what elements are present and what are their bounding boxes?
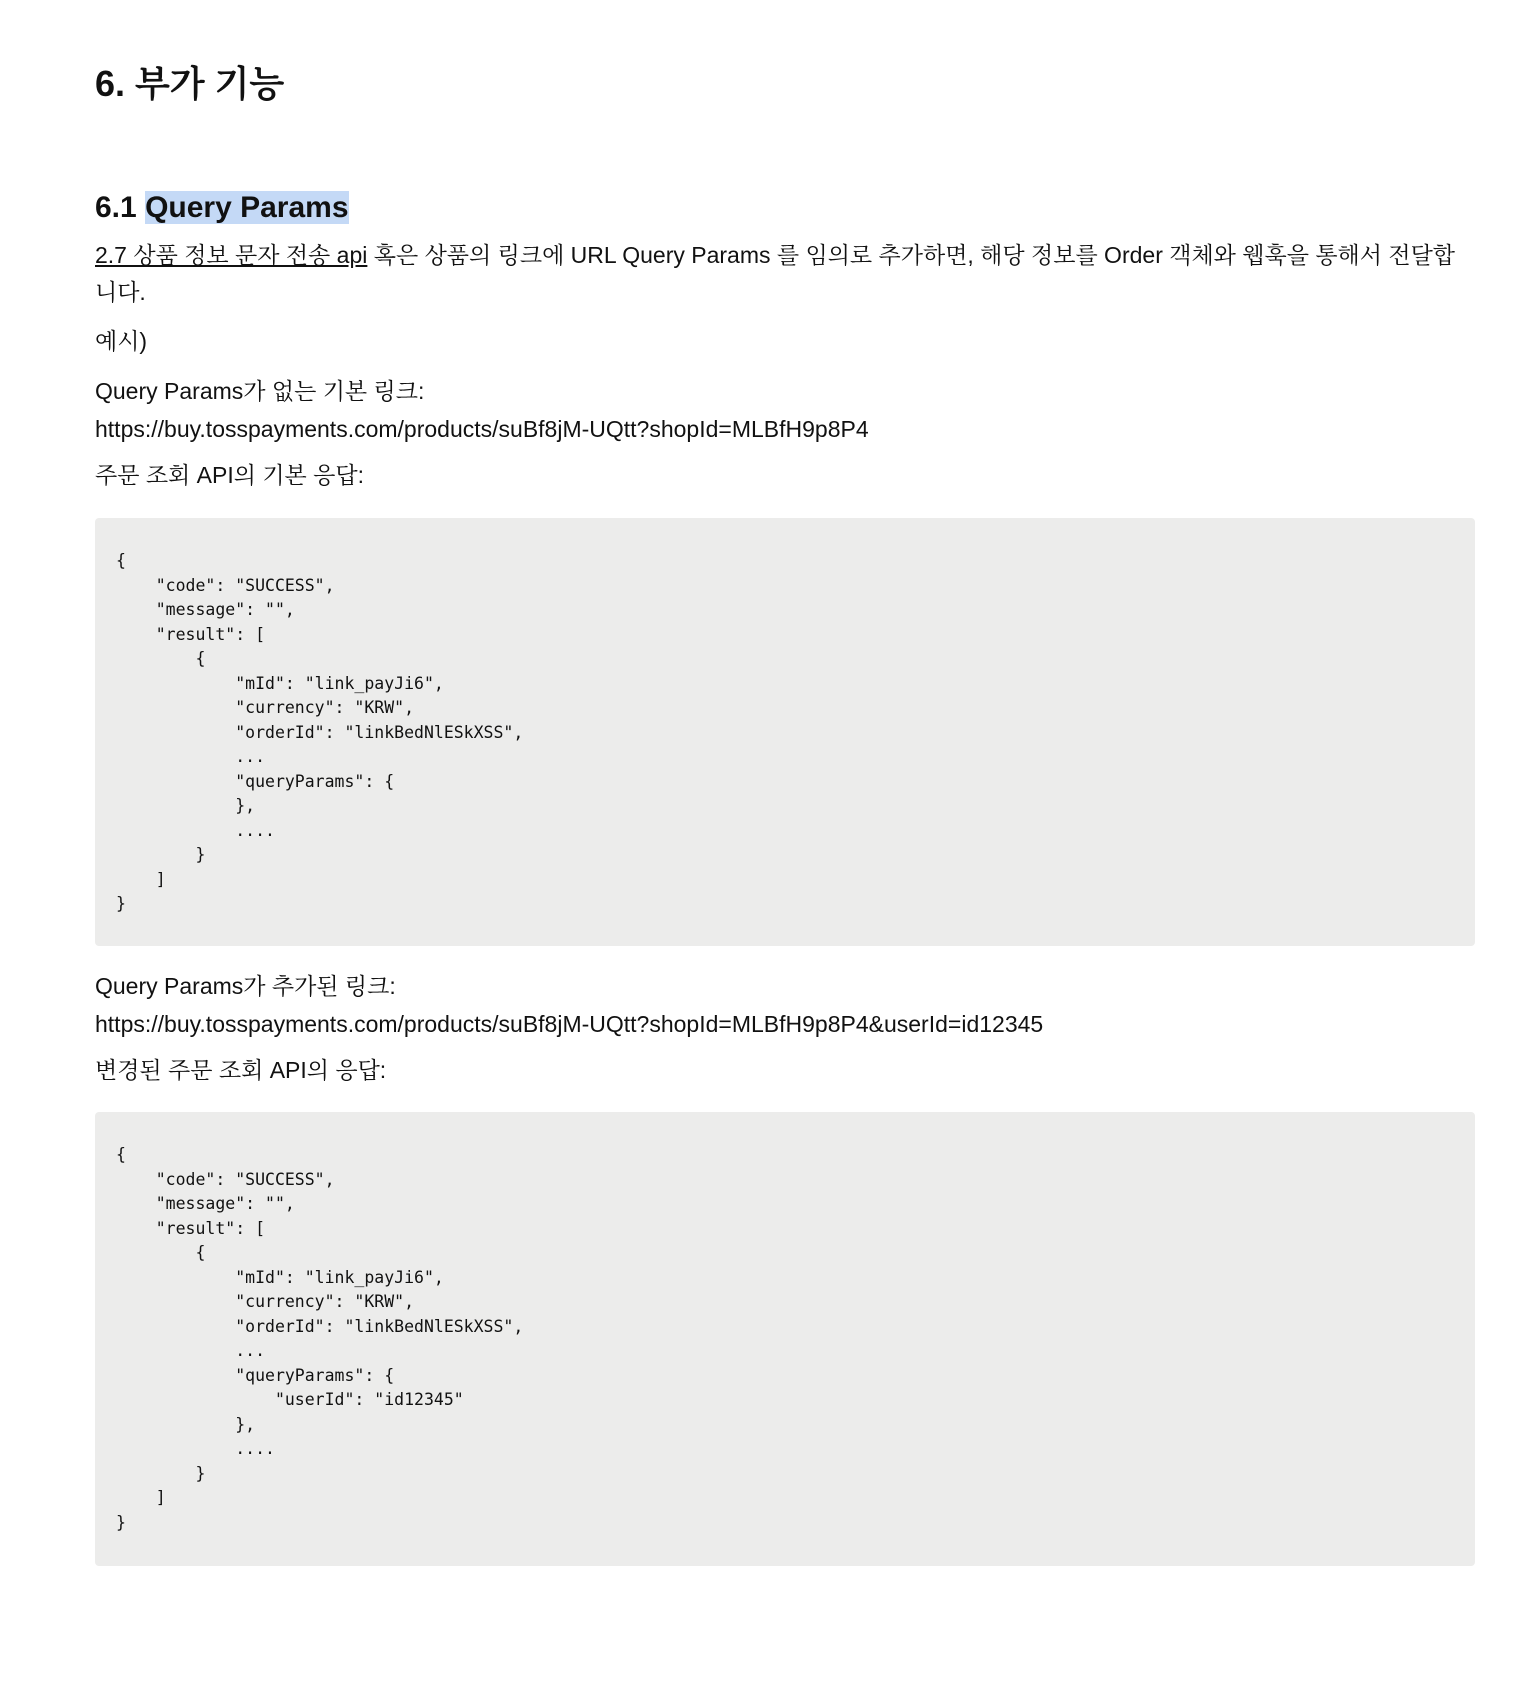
basic-link-label: Query Params가 없는 기본 링크: xyxy=(95,378,425,404)
basic-response-label: 주문 조회 API의 기본 응답: xyxy=(95,462,364,488)
sms-api-link[interactable]: 2.7 상품 정보 문자 전송 api xyxy=(95,242,368,268)
basic-response-code-block xyxy=(95,518,1475,946)
subsection-number: 6.1 xyxy=(95,191,137,224)
params-link-url: https://buy.tosspayments.com/products/suBf8jM-UQtt?shopId=MLBfH9p8P4&userId=id12345 xyxy=(95,1011,1044,1037)
intro-text: 혹은 상품의 링크에 URL Query Params 를 임의로 추가하면, 해당 정보를 Order 객체와 웹훅을 통해서 전달합니다. xyxy=(95,242,1456,305)
changed-response-label: 변경된 주문 조회 API의 응답: xyxy=(95,1057,387,1083)
subsection-title-highlighted[interactable]: Query Params xyxy=(145,191,349,224)
changed-response-code: { "code": "SUCCESS", "message": "", "result": [ { "mId": "link_payJi6", "currency": "KRW", "orderId": "linkBedNlESkXSS", ... "queryParams": { "userId": "id12345" }, .... } ] } xyxy=(116,1145,524,1532)
basic-response-code: { "code": "SUCCESS", "message": "", "result": [ { "mId": "link_payJi6", "currency": "KRW", "orderId": "linkBedNlESkXSS", ... "queryParams": { }, .... } ] } xyxy=(116,551,524,913)
example-label: 예시) xyxy=(95,328,148,354)
basic-link-url: https://buy.tosspayments.com/products/suBf8jM-UQtt?shopId=MLBfH9p8P4 xyxy=(95,416,869,442)
params-link-label: Query Params가 추가된 링크: xyxy=(95,973,396,999)
changed-response-code-block xyxy=(95,1112,1475,1566)
section-heading: 6. 부가 기능 xyxy=(95,63,285,104)
intro-paragraph xyxy=(95,237,1475,311)
subsection-heading xyxy=(95,188,349,228)
